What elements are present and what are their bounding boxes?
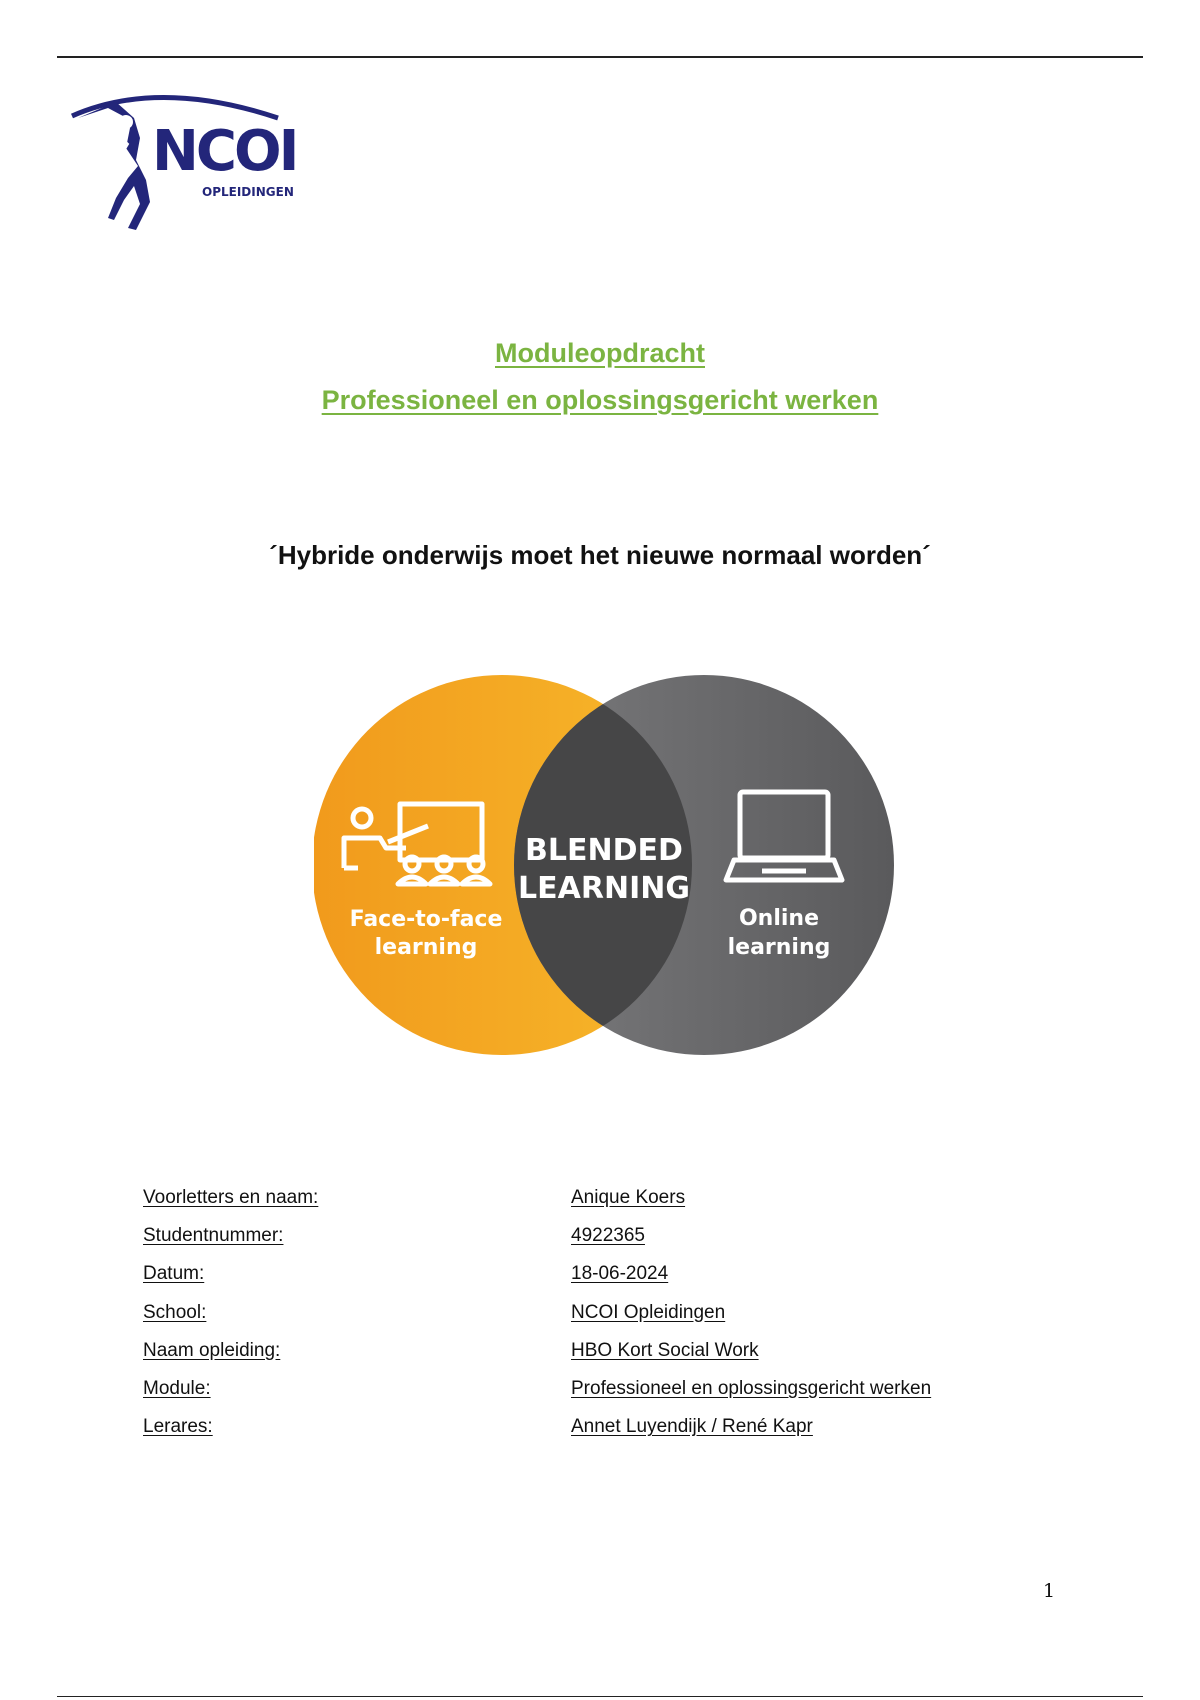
- info-value: Annet Luyendijk / René Kapr: [571, 1416, 813, 1438]
- info-label: Module:: [143, 1377, 211, 1399]
- logo-brand: NCOI: [152, 119, 297, 184]
- info-label: Lerares:: [143, 1416, 213, 1438]
- info-value: Professioneel en oplossingsgericht werken: [571, 1377, 932, 1399]
- info-row-teachers: [143, 1416, 1043, 1454]
- bottom-rule: [57, 1696, 1143, 1697]
- title-module-name: Professioneel en oplossingsgericht werken: [321, 385, 879, 415]
- info-value: HBO Kort Social Work: [571, 1339, 759, 1361]
- page-number: 1: [1043, 1580, 1056, 1602]
- face-to-face-label-2: learning: [374, 935, 478, 960]
- info-row-date: [143, 1263, 1043, 1301]
- info-label: School:: [143, 1301, 207, 1323]
- title-moduleopdracht: Moduleopdracht: [495, 338, 705, 368]
- face-to-face-label-1: Face-to-face: [349, 907, 503, 932]
- info-value: NCOI Opleidingen: [571, 1301, 726, 1323]
- info-label: Datum:: [143, 1263, 205, 1285]
- top-rule: [57, 56, 1143, 58]
- online-label-1: Online: [738, 906, 820, 931]
- info-value: 18-06-2024: [571, 1263, 669, 1285]
- info-row-program: [143, 1340, 1043, 1378]
- ncoi-logo: [68, 88, 318, 238]
- info-row-school: [143, 1302, 1043, 1340]
- online-label-2: learning: [727, 935, 831, 960]
- blended-learning-diagram: [314, 670, 904, 1060]
- info-label: Voorletters en naam:: [143, 1187, 319, 1208]
- document-subtitle: ´Hybride onderwijs moet het nieuwe normaal worden´: [269, 540, 931, 570]
- info-row-module: [143, 1378, 1043, 1416]
- info-row-student-number: [143, 1225, 1043, 1263]
- info-row-name: [143, 1187, 1043, 1225]
- blended-label-1: BLENDED: [525, 833, 683, 868]
- student-info-table: [143, 1187, 1043, 1454]
- info-label: Studentnummer:: [143, 1225, 284, 1247]
- blended-label-2: LEARNING: [518, 871, 690, 906]
- logo-tagline: OPLEIDINGEN: [202, 185, 294, 199]
- info-value: 4922365: [571, 1225, 645, 1247]
- info-value: Anique Koers: [571, 1187, 686, 1208]
- info-label: Naam opleiding:: [143, 1339, 281, 1361]
- title-block: [0, 330, 1200, 424]
